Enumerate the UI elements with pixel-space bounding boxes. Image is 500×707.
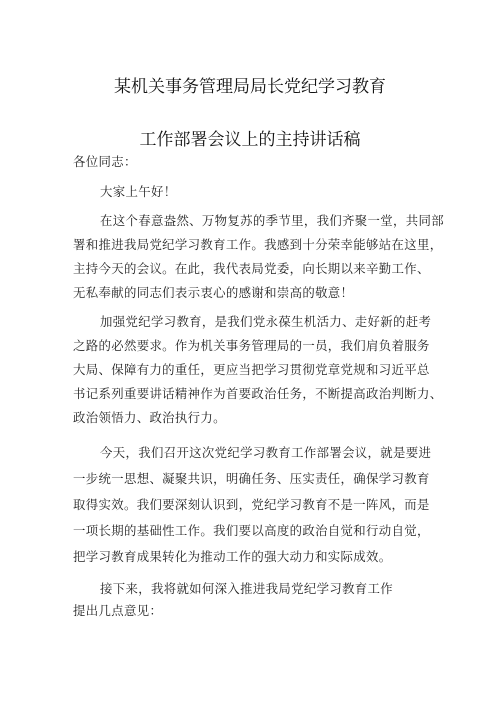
- paragraph-line: 加强党纪学习教育，是我们党永葆生机活力、走好新的赶考: [100, 314, 432, 329]
- paragraph-line: 之路的必然要求。作为机关事务管理局的一员，我们肩负着服务: [73, 338, 430, 353]
- paragraph-line: 主持今天的会议。在此，我代表局党委，向长期以来辛勤工作、: [73, 261, 430, 276]
- paragraph-line: 接下来，我将就如何深入推进我局党纪学习教育工作: [100, 581, 394, 596]
- salutation: 各位同志：: [73, 154, 137, 169]
- document-title-line-1: 某机关事务管理局局长党纪学习教育: [114, 77, 386, 97]
- paragraph-line: 书记系列重要讲话精神作为首要政治任务，不断提高政治判断力、: [73, 386, 443, 401]
- paragraph-line: 提出几点意见：: [73, 603, 163, 618]
- paragraph-line: 无私奉献的同志们表示衷心的感谢和崇高的敬意！: [73, 285, 354, 300]
- paragraph-line: 大局、保障有力的重任，更应当把学习贯彻党章党规和习近平总: [73, 362, 430, 377]
- greeting: 大家上午好！: [100, 184, 177, 199]
- paragraph-line: 一项长期的基础性工作。我们要以高度的政治自觉和行动自觉，: [73, 523, 430, 538]
- paragraph-line: 取得实效。我们要深刻认识到，党纪学习教育不是一阵风，而是: [73, 497, 430, 512]
- paragraph-line: 署和推进我局党纪学习教育工作。我感到十分荣幸能够站在这里，: [73, 237, 443, 252]
- paragraph-line: 今天，我们召开这次党纪学习教育工作部署会议，就是要进: [100, 445, 432, 460]
- paragraph-line: 在这个春意盎然、万物复苏的季节里，我们齐聚一堂，共同部: [100, 213, 444, 228]
- paragraph-line: 政治领悟力、政治执行力。: [73, 410, 226, 425]
- paragraph-line: 一步统一思想、凝聚共识，明确任务、压实责任，确保学习教育: [73, 471, 430, 486]
- paragraph-line: 把学习教育成果转化为推动工作的强大动力和实际成效。: [73, 549, 392, 564]
- document-title-line-2: 工作部署会议上的主持讲话稿: [139, 130, 361, 150]
